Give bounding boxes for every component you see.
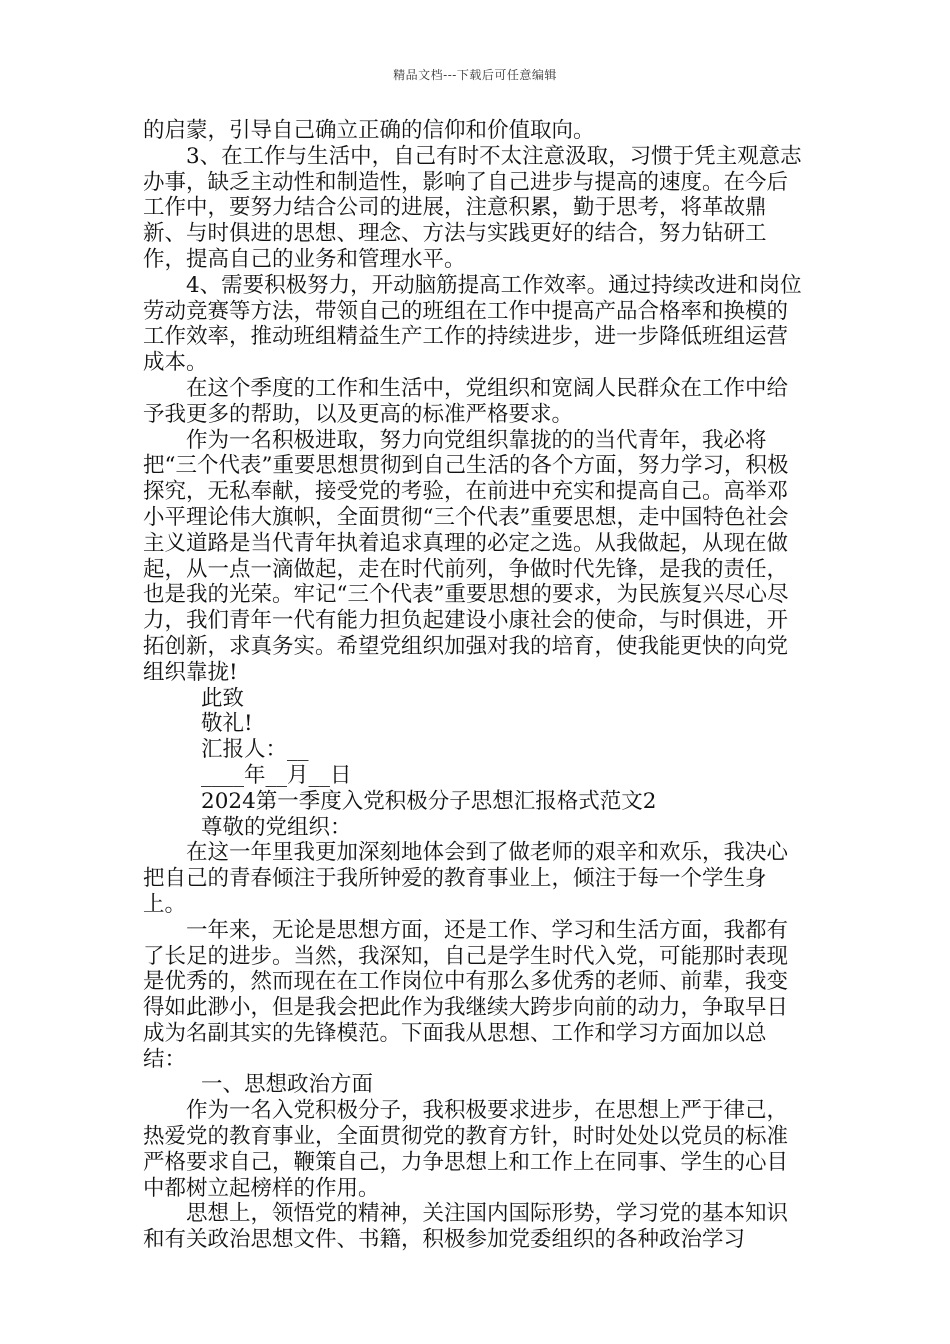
paragraph-commitment: 作为一名积极进取，努力向党组织靠拢的的当代青年，我必将把“三个代表”重要思想贯彻到自己生活的各个方面，努力学习，积极探究，无私奉献，接受党的考验，在前进中充实和提高自己。高举邓小平理论伟大旗帜，全面贯彻“三个代表”重要思想，走中国特色社会主义道路是当代青年执着追求真理的必定之选。从我做起，从现在做起，从一点一滴做起，走在时代前列，争做时代先锋，是我的责任，也是我的光荣。牢记“三个代表”重要思想的要求，为民族复兴尽心尽力，我们青年一代有能力担负起建设小康社会的使命，与时俱进，开拓创新，求真务实。希望党组织加强对我的培育，使我能更快的向党组织靠拢! [143, 427, 789, 685]
paragraph-thought: 思想上，领悟党的精神，关注国内国际形势，学习党的基本知识和有关政治思想文件、书籍，积极参加党委组织的各种政治学习 [143, 1201, 789, 1253]
paragraph-progress: 一年来，无论是思想方面，还是工作、学习和生活方面，我都有了长足的进步。当然，我深知，自己是学生时代入党，可能那时表现是优秀的，然而现在在工作岗位中有那么多优秀的老师、前辈，我变得如此渺小，但是我会把此作为我继续大跨步向前的动力，争取早日成为名副其实的先锋模范。下面我从思想、工作和学习方面加以总结： [143, 917, 789, 1072]
closing-regards: 敬礼! [201, 711, 253, 737]
page-header: 精品文档---下载后可任意编辑 [393, 68, 557, 82]
date-line: ____年__月__日 [201, 762, 352, 788]
document-body [143, 118, 807, 1253]
closing-salutation: 此致 [201, 685, 245, 711]
greeting: 尊敬的党组织： [201, 814, 352, 840]
paragraph-intro: 在这一年里我更加深刻地体会到了做老师的艰辛和欢乐，我决心把自己的青春倾注于我所钟爱的教育事业上，倾注于每一个学生身上。 [143, 840, 789, 917]
paragraph-politics: 作为一名入党积极分子，我积极要求进步，在思想上严于律己，热爱党的教育事业，全面贯彻党的教育方针，时时处处以党员的标准严格要求自己，鞭策自己，力争思想上和工作上在同事、学生的心目中都树立起榜样的作用。 [143, 1098, 789, 1201]
reporter-line: 汇报人：__ [201, 737, 309, 763]
paragraph-support: 在这个季度的工作和生活中，党组织和宽阔人民群众在工作中给予我更多的帮助，以及更高的标准严格要求。 [143, 375, 789, 427]
paragraph-continuation: 的启蒙，引导自己确立正确的信仰和价值取向。 [143, 118, 595, 143]
paragraph-item-4: 4、需要积极努力，开动脑筋提高工作效率。通过持续改进和岗位劳动竞赛等方法，带领自己的班组在工作中提高产品合格率和换模的工作效率，推动班组精益生产工作的持续进步，进一步降低班组运营成本。 [143, 272, 802, 376]
paragraph-item-3: 3、在工作与生活中，自己有时不太注意汲取，习惯于凭主观意志办事，缺乏主动性和制造性，影响了自己进步与提高的速度。在今后工作中，要努力结合公司的进展，注意积累，勤于思考，将革故鼎新、与时俱进的思想、理念、方法与实践更好的结合，努力钻研工作，提高自己的业务和管理水平。 [143, 143, 802, 272]
subheading-politics: 一、思想政治方面 [201, 1072, 374, 1098]
section-title: 2024第一季度入党积极分子思想汇报格式范文2 [201, 788, 657, 814]
